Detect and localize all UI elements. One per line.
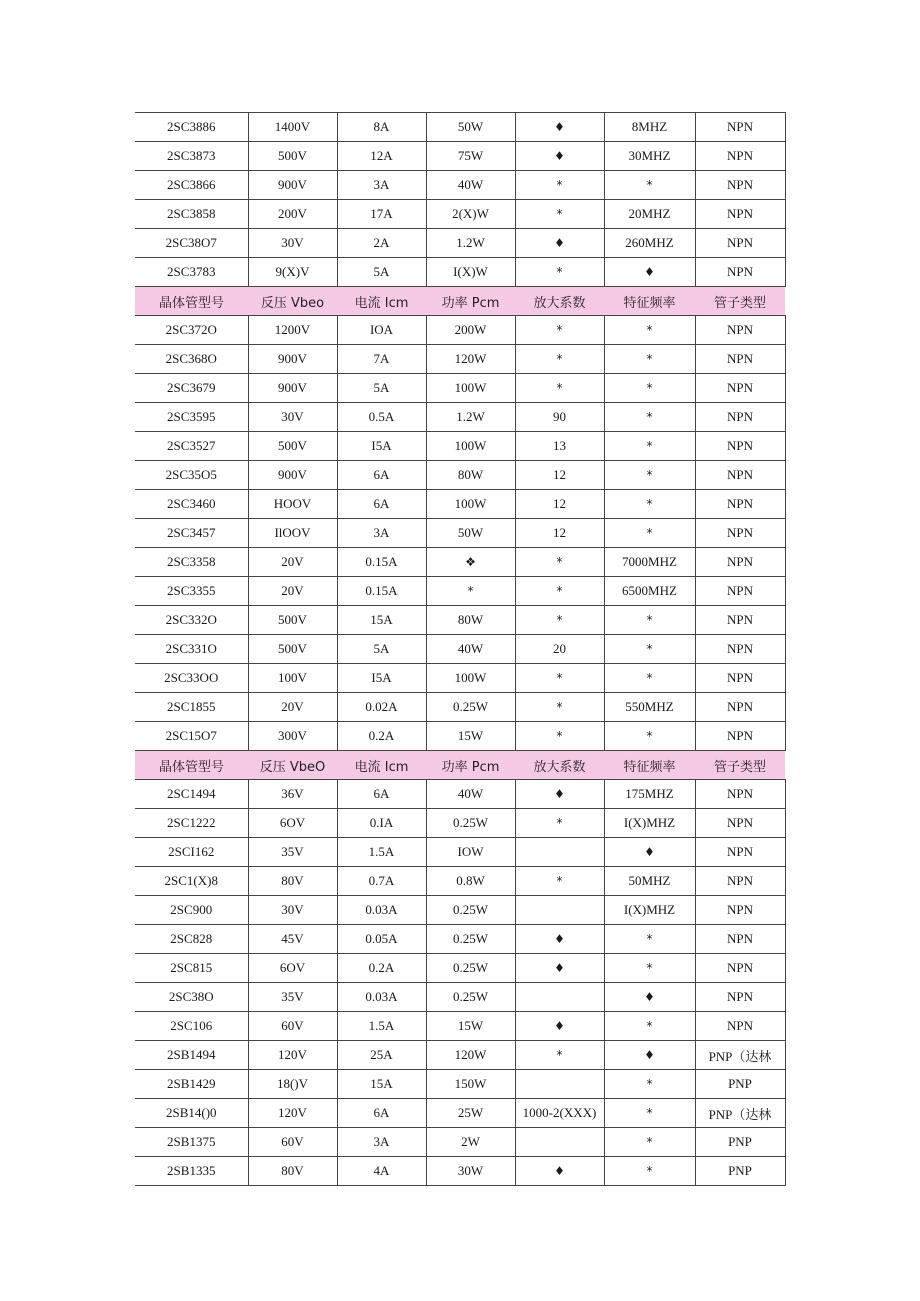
cell-icm: 3A xyxy=(337,1128,426,1157)
cell-type: NPN xyxy=(695,171,785,200)
table-row xyxy=(135,1099,785,1128)
cell-type: NPN xyxy=(695,693,785,722)
cell-model: 2SC3457 xyxy=(135,519,248,548)
cell-gain: * xyxy=(515,664,604,693)
table-row xyxy=(135,1157,785,1186)
cell-vbeo: 500V xyxy=(248,142,337,171)
cell-type: NPN xyxy=(695,432,785,461)
cell-ft: I(X)MHZ xyxy=(604,896,695,925)
table-row xyxy=(135,635,785,664)
cell-model: 2SC3873 xyxy=(135,142,248,171)
cell-icm: 6A xyxy=(337,461,426,490)
cell-model: 2SC3355 xyxy=(135,577,248,606)
table-row xyxy=(135,461,785,490)
table-row xyxy=(135,809,785,838)
table-row xyxy=(135,722,785,751)
table-row xyxy=(135,229,785,258)
cell-icm: 0.02A xyxy=(337,693,426,722)
cell-vbeo: 100V xyxy=(248,664,337,693)
cell-gain xyxy=(515,983,604,1012)
cell-vbeo: 900V xyxy=(248,461,337,490)
cell-vbeo: 35V xyxy=(248,983,337,1012)
table-row xyxy=(135,693,785,722)
cell-vbeo: 900V xyxy=(248,345,337,374)
header-pcm: 功率 Pcm xyxy=(426,751,515,780)
table-row xyxy=(135,171,785,200)
cell-pcm: 200W xyxy=(426,316,515,345)
cell-icm: 0.2A xyxy=(337,722,426,751)
cell-pcm: 0.25W xyxy=(426,925,515,954)
cell-type: NPN xyxy=(695,577,785,606)
table-row xyxy=(135,374,785,403)
cell-icm: 17A xyxy=(337,200,426,229)
header-gain: 放大系数 xyxy=(515,751,604,780)
cell-model: 2SC815 xyxy=(135,954,248,983)
cell-type: NPN xyxy=(695,809,785,838)
cell-vbeo: 30V xyxy=(248,403,337,432)
cell-icm: 0.03A xyxy=(337,896,426,925)
cell-type: PNP xyxy=(695,1070,785,1099)
cell-vbeo: 900V xyxy=(248,374,337,403)
header-model: 晶体管型号 xyxy=(135,287,248,316)
cell-type: NPN xyxy=(695,896,785,925)
header-ft: 特征频率 xyxy=(604,287,695,316)
header-ft: 特征频率 xyxy=(604,751,695,780)
cell-type: NPN xyxy=(695,838,785,867)
cell-icm: 3A xyxy=(337,171,426,200)
cell-model: 2SB14()0 xyxy=(135,1099,248,1128)
cell-type: NPN xyxy=(695,374,785,403)
cell-vbeo: 18()V xyxy=(248,1070,337,1099)
cell-type: NPN xyxy=(695,403,785,432)
cell-icm: 5A xyxy=(337,374,426,403)
cell-gain: * xyxy=(515,258,604,287)
cell-vbeo: 45V xyxy=(248,925,337,954)
table-row xyxy=(135,1012,785,1041)
cell-ft: * xyxy=(604,374,695,403)
cell-pcm: 0.25W xyxy=(426,693,515,722)
table-row xyxy=(135,1041,785,1070)
cell-pcm: 40W xyxy=(426,780,515,809)
cell-pcm: 2(X)W xyxy=(426,200,515,229)
cell-ft: 175MHZ xyxy=(604,780,695,809)
cell-model: 2SC38O xyxy=(135,983,248,1012)
cell-ft: I(X)MHZ xyxy=(604,809,695,838)
cell-pcm: 100W xyxy=(426,432,515,461)
cell-ft: 7000MHZ xyxy=(604,548,695,577)
table-row xyxy=(135,983,785,1012)
cell-pcm: IOW xyxy=(426,838,515,867)
table-row xyxy=(135,548,785,577)
cell-icm: I5A xyxy=(337,664,426,693)
cell-pcm: 15W xyxy=(426,1012,515,1041)
cell-model: 2SC900 xyxy=(135,896,248,925)
cell-gain: * xyxy=(515,374,604,403)
column-header-row xyxy=(135,287,785,316)
cell-ft: * xyxy=(604,432,695,461)
cell-vbeo: 120V xyxy=(248,1099,337,1128)
cell-icm: 0.2A xyxy=(337,954,426,983)
cell-icm: IOA xyxy=(337,316,426,345)
cell-model: 2SC38O7 xyxy=(135,229,248,258)
table-row xyxy=(135,345,785,374)
cell-icm: 6A xyxy=(337,780,426,809)
cell-ft: * xyxy=(604,1099,695,1128)
cell-model: 2SC3679 xyxy=(135,374,248,403)
cell-gain: * xyxy=(515,722,604,751)
table-row xyxy=(135,142,785,171)
cell-ft: ♦ xyxy=(604,838,695,867)
cell-model: 2SC372O xyxy=(135,316,248,345)
table-row xyxy=(135,258,785,287)
cell-model: 2SC1(X)8 xyxy=(135,867,248,896)
cell-model: 2SCI162 xyxy=(135,838,248,867)
cell-ft: ♦ xyxy=(604,1041,695,1070)
cell-pcm: 80W xyxy=(426,461,515,490)
cell-type: NPN xyxy=(695,461,785,490)
cell-type: NPN xyxy=(695,142,785,171)
cell-ft: * xyxy=(604,925,695,954)
cell-vbeo: 500V xyxy=(248,635,337,664)
table-row xyxy=(135,1128,785,1157)
cell-icm: 2A xyxy=(337,229,426,258)
cell-ft: 50MHZ xyxy=(604,867,695,896)
cell-gain: ♦ xyxy=(515,925,604,954)
cell-pcm: 150W xyxy=(426,1070,515,1099)
cell-pcm: 2W xyxy=(426,1128,515,1157)
table-row xyxy=(135,664,785,693)
cell-icm: 7A xyxy=(337,345,426,374)
cell-type: NPN xyxy=(695,1012,785,1041)
cell-vbeo: 200V xyxy=(248,200,337,229)
table-row xyxy=(135,577,785,606)
cell-icm: 0.15A xyxy=(337,577,426,606)
cell-model: 2SC1855 xyxy=(135,693,248,722)
cell-gain: ♦ xyxy=(515,1157,604,1186)
cell-gain xyxy=(515,896,604,925)
cell-ft: * xyxy=(604,1128,695,1157)
cell-icm: 15A xyxy=(337,1070,426,1099)
cell-type: NPN xyxy=(695,548,785,577)
cell-gain: ♦ xyxy=(515,229,604,258)
cell-icm: 1.5A xyxy=(337,1012,426,1041)
header-model: 晶体管型号 xyxy=(135,751,248,780)
cell-model: 2SC332O xyxy=(135,606,248,635)
cell-vbeo: 80V xyxy=(248,867,337,896)
cell-ft: * xyxy=(604,635,695,664)
cell-model: 2SC3358 xyxy=(135,548,248,577)
cell-gain: * xyxy=(515,577,604,606)
cell-pcm: 120W xyxy=(426,345,515,374)
cell-icm: 0.05A xyxy=(337,925,426,954)
cell-icm: 1.5A xyxy=(337,838,426,867)
table-row xyxy=(135,838,785,867)
cell-ft: * xyxy=(604,171,695,200)
cell-icm: 3A xyxy=(337,519,426,548)
cell-gain: * xyxy=(515,171,604,200)
cell-pcm: ❖ xyxy=(426,548,515,577)
cell-type: NPN xyxy=(695,113,785,142)
cell-ft: 8MHZ xyxy=(604,113,695,142)
cell-type: NPN xyxy=(695,635,785,664)
cell-model: 2SB1375 xyxy=(135,1128,248,1157)
cell-ft: * xyxy=(604,954,695,983)
cell-icm: 5A xyxy=(337,258,426,287)
header-pcm: 功率 Pcm xyxy=(426,287,515,316)
cell-icm: 6A xyxy=(337,1099,426,1128)
cell-icm: 15A xyxy=(337,606,426,635)
cell-gain: * xyxy=(515,316,604,345)
cell-type: NPN xyxy=(695,258,785,287)
cell-ft: * xyxy=(604,345,695,374)
cell-vbeo: HOOV xyxy=(248,490,337,519)
cell-pcm: 0.25W xyxy=(426,954,515,983)
cell-ft: * xyxy=(604,1157,695,1186)
cell-vbeo: 6OV xyxy=(248,954,337,983)
cell-gain: * xyxy=(515,345,604,374)
cell-model: 2SC331O xyxy=(135,635,248,664)
cell-pcm: 80W xyxy=(426,606,515,635)
cell-gain: * xyxy=(515,1041,604,1070)
cell-gain: 13 xyxy=(515,432,604,461)
table-row xyxy=(135,780,785,809)
cell-ft: * xyxy=(604,664,695,693)
cell-gain: 12 xyxy=(515,519,604,548)
cell-model: 2SC3783 xyxy=(135,258,248,287)
cell-model: 2SC3595 xyxy=(135,403,248,432)
cell-pcm: 100W xyxy=(426,664,515,693)
cell-type: NPN xyxy=(695,780,785,809)
column-header-row xyxy=(135,751,785,780)
cell-pcm: * xyxy=(426,577,515,606)
cell-vbeo: 1200V xyxy=(248,316,337,345)
header-vbeo: 反压 VbeO xyxy=(248,751,337,780)
cell-model: 2SC368O xyxy=(135,345,248,374)
cell-type: PNP（达林 xyxy=(695,1041,785,1070)
cell-vbeo: 30V xyxy=(248,896,337,925)
cell-gain: ♦ xyxy=(515,142,604,171)
table-row xyxy=(135,113,785,142)
table-row xyxy=(135,519,785,548)
cell-model: 2SC1222 xyxy=(135,809,248,838)
cell-ft: * xyxy=(604,490,695,519)
cell-icm: 4A xyxy=(337,1157,426,1186)
cell-vbeo: 6OV xyxy=(248,809,337,838)
cell-model: 2SC3527 xyxy=(135,432,248,461)
cell-gain: 90 xyxy=(515,403,604,432)
cell-gain: 12 xyxy=(515,490,604,519)
transistor-spec-sheet xyxy=(135,112,785,1186)
cell-model: 2SC3460 xyxy=(135,490,248,519)
cell-icm: 25A xyxy=(337,1041,426,1070)
cell-type: NPN xyxy=(695,722,785,751)
cell-gain: ♦ xyxy=(515,1012,604,1041)
header-type: 管子类型 xyxy=(695,287,785,316)
cell-pcm: 15W xyxy=(426,722,515,751)
cell-model: 2SB1335 xyxy=(135,1157,248,1186)
cell-ft: * xyxy=(604,606,695,635)
cell-ft: 550MHZ xyxy=(604,693,695,722)
cell-pcm: 100W xyxy=(426,490,515,519)
cell-type: PNP（达林 xyxy=(695,1099,785,1128)
cell-icm: 8A xyxy=(337,113,426,142)
cell-model: 2SC1494 xyxy=(135,780,248,809)
cell-vbeo: 35V xyxy=(248,838,337,867)
cell-vbeo: 500V xyxy=(248,606,337,635)
cell-type: NPN xyxy=(695,200,785,229)
header-icm: 电流 Icm xyxy=(337,751,426,780)
cell-icm: 5A xyxy=(337,635,426,664)
cell-pcm: 40W xyxy=(426,171,515,200)
cell-gain: * xyxy=(515,809,604,838)
cell-pcm: 25W xyxy=(426,1099,515,1128)
cell-type: NPN xyxy=(695,606,785,635)
cell-pcm: 1.2W xyxy=(426,403,515,432)
transistor-table xyxy=(135,112,786,1186)
cell-vbeo: 60V xyxy=(248,1128,337,1157)
cell-icm: I5A xyxy=(337,432,426,461)
header-type: 管子类型 xyxy=(695,751,785,780)
cell-type: NPN xyxy=(695,983,785,1012)
cell-gain xyxy=(515,1128,604,1157)
cell-model: 2SC35O5 xyxy=(135,461,248,490)
cell-gain: ♦ xyxy=(515,954,604,983)
cell-ft: 6500MHZ xyxy=(604,577,695,606)
cell-type: NPN xyxy=(695,867,785,896)
cell-gain: 1000-2(XXX) xyxy=(515,1099,604,1128)
cell-vbeo: 500V xyxy=(248,432,337,461)
cell-type: NPN xyxy=(695,519,785,548)
cell-vbeo: 9(X)V xyxy=(248,258,337,287)
cell-vbeo: 20V xyxy=(248,693,337,722)
table-row xyxy=(135,432,785,461)
cell-type: NPN xyxy=(695,229,785,258)
cell-model: 2SC3886 xyxy=(135,113,248,142)
table-row xyxy=(135,606,785,635)
cell-pcm: 120W xyxy=(426,1041,515,1070)
cell-icm: 0.15A xyxy=(337,548,426,577)
cell-vbeo: 1400V xyxy=(248,113,337,142)
cell-type: NPN xyxy=(695,925,785,954)
cell-vbeo: 60V xyxy=(248,1012,337,1041)
cell-icm: 0.03A xyxy=(337,983,426,1012)
cell-pcm: I(X)W xyxy=(426,258,515,287)
cell-type: NPN xyxy=(695,490,785,519)
cell-pcm: 1.2W xyxy=(426,229,515,258)
cell-vbeo: 300V xyxy=(248,722,337,751)
cell-ft: * xyxy=(604,722,695,751)
cell-ft: * xyxy=(604,403,695,432)
cell-model: 2SB1429 xyxy=(135,1070,248,1099)
cell-ft: 30MHZ xyxy=(604,142,695,171)
cell-gain: * xyxy=(515,606,604,635)
cell-gain: * xyxy=(515,867,604,896)
cell-icm: 0.7A xyxy=(337,867,426,896)
cell-gain xyxy=(515,838,604,867)
table-row xyxy=(135,1070,785,1099)
cell-model: 2SC828 xyxy=(135,925,248,954)
cell-icm: 6A xyxy=(337,490,426,519)
table-row xyxy=(135,200,785,229)
cell-ft: * xyxy=(604,316,695,345)
cell-ft: * xyxy=(604,1012,695,1041)
cell-pcm: 0.25W xyxy=(426,809,515,838)
cell-pcm: 30W xyxy=(426,1157,515,1186)
header-vbeo: 反压 Vbeo xyxy=(248,287,337,316)
table-row xyxy=(135,925,785,954)
cell-model: 2SC33OO xyxy=(135,664,248,693)
table-row xyxy=(135,490,785,519)
cell-gain: 20 xyxy=(515,635,604,664)
cell-ft: 20MHZ xyxy=(604,200,695,229)
cell-model: 2SC3866 xyxy=(135,171,248,200)
cell-gain: ♦ xyxy=(515,780,604,809)
cell-gain xyxy=(515,1070,604,1099)
cell-vbeo: 20V xyxy=(248,577,337,606)
cell-pcm: 50W xyxy=(426,519,515,548)
cell-icm: 0.IA xyxy=(337,809,426,838)
table-row xyxy=(135,867,785,896)
cell-type: PNP xyxy=(695,1157,785,1186)
cell-ft: * xyxy=(604,519,695,548)
table-row xyxy=(135,403,785,432)
cell-model: 2SC15O7 xyxy=(135,722,248,751)
cell-vbeo: 80V xyxy=(248,1157,337,1186)
header-gain: 放大系数 xyxy=(515,287,604,316)
table-row xyxy=(135,896,785,925)
cell-ft: * xyxy=(604,1070,695,1099)
cell-type: NPN xyxy=(695,954,785,983)
cell-vbeo: 20V xyxy=(248,548,337,577)
cell-ft: ♦ xyxy=(604,258,695,287)
cell-gain: 12 xyxy=(515,461,604,490)
cell-pcm: 0.8W xyxy=(426,867,515,896)
cell-ft: * xyxy=(604,461,695,490)
cell-pcm: 50W xyxy=(426,113,515,142)
cell-gain: ♦ xyxy=(515,113,604,142)
cell-pcm: 0.25W xyxy=(426,983,515,1012)
cell-vbeo: 30V xyxy=(248,229,337,258)
cell-type: PNP xyxy=(695,1128,785,1157)
cell-vbeo: 900V xyxy=(248,171,337,200)
cell-type: NPN xyxy=(695,316,785,345)
cell-gain: * xyxy=(515,548,604,577)
table-row xyxy=(135,316,785,345)
cell-model: 2SC3858 xyxy=(135,200,248,229)
cell-pcm: 0.25W xyxy=(426,896,515,925)
cell-model: 2SB1494 xyxy=(135,1041,248,1070)
transistor-table-body xyxy=(135,113,785,1186)
header-icm: 电流 Icm xyxy=(337,287,426,316)
cell-vbeo: IlOOV xyxy=(248,519,337,548)
cell-pcm: 40W xyxy=(426,635,515,664)
cell-ft: 260MHZ xyxy=(604,229,695,258)
cell-ft: ♦ xyxy=(604,983,695,1012)
cell-gain: * xyxy=(515,693,604,722)
cell-icm: 0.5A xyxy=(337,403,426,432)
cell-vbeo: 36V xyxy=(248,780,337,809)
cell-pcm: 100W xyxy=(426,374,515,403)
table-row xyxy=(135,954,785,983)
cell-vbeo: 120V xyxy=(248,1041,337,1070)
cell-type: NPN xyxy=(695,664,785,693)
cell-gain: * xyxy=(515,200,604,229)
cell-icm: 12A xyxy=(337,142,426,171)
cell-pcm: 75W xyxy=(426,142,515,171)
cell-type: NPN xyxy=(695,345,785,374)
cell-model: 2SC106 xyxy=(135,1012,248,1041)
